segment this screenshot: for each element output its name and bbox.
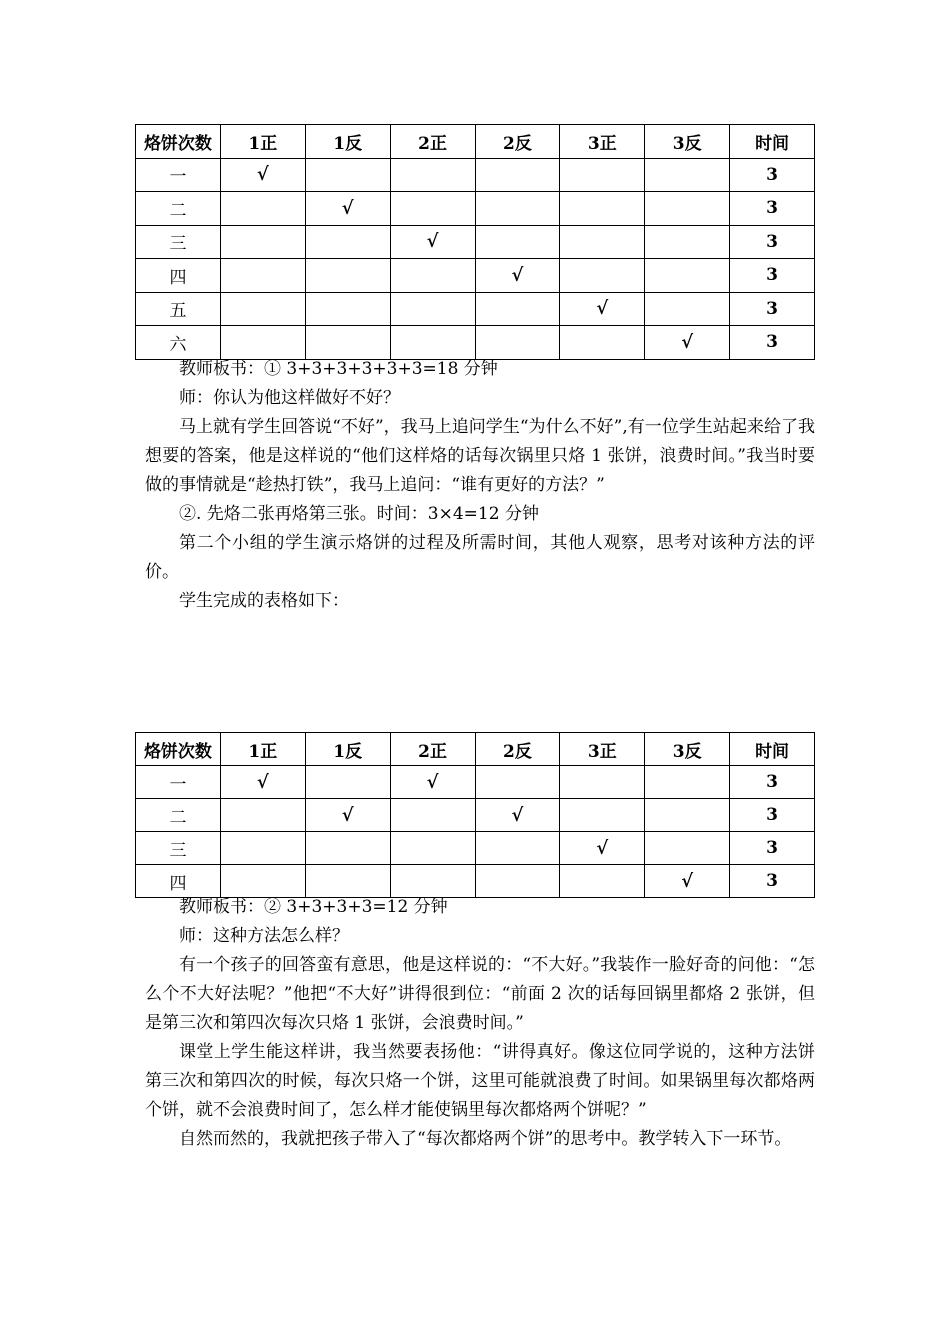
header-cell: 1正 xyxy=(220,125,305,159)
check-cell: √ xyxy=(475,799,560,832)
table-header-row xyxy=(136,125,815,159)
table-row xyxy=(136,326,815,360)
check-cell xyxy=(220,259,305,293)
table-row xyxy=(136,192,815,226)
check-cell: √ xyxy=(390,225,475,259)
table-row xyxy=(136,766,815,799)
discussion-section-1 xyxy=(145,355,815,616)
header-cell: 时间 xyxy=(730,733,815,766)
table-row xyxy=(136,158,815,192)
check-cell xyxy=(220,292,305,326)
pancake-table-1 xyxy=(135,124,815,360)
time-cell: 3 xyxy=(730,326,815,360)
header-cell: 3正 xyxy=(560,733,645,766)
header-cell: 时间 xyxy=(730,125,815,159)
row-label: 一 xyxy=(136,158,221,192)
check-cell xyxy=(305,259,390,293)
check-cell xyxy=(645,259,730,293)
time-cell: 3 xyxy=(730,225,815,259)
row-label: 三 xyxy=(136,225,221,259)
check-cell xyxy=(475,158,560,192)
table-row xyxy=(136,292,815,326)
check-cell xyxy=(645,799,730,832)
time-cell: 3 xyxy=(730,292,815,326)
check-cell xyxy=(390,158,475,192)
check-cell xyxy=(305,766,390,799)
row-label: 五 xyxy=(136,292,221,326)
check-cell xyxy=(645,766,730,799)
paragraph: ②. 先烙二张再烙第三张。时间：3×4=12 分钟 xyxy=(179,504,539,524)
table-row xyxy=(136,225,815,259)
check-cell xyxy=(475,766,560,799)
table-row xyxy=(136,259,815,293)
check-cell xyxy=(475,832,560,865)
check-cell: √ xyxy=(560,832,645,865)
time-cell: 3 xyxy=(730,259,815,293)
header-cell: 烙饼次数 xyxy=(136,733,221,766)
check-cell: √ xyxy=(220,766,305,799)
check-cell xyxy=(390,292,475,326)
check-cell xyxy=(305,832,390,865)
row-label: 六 xyxy=(136,326,221,360)
check-cell xyxy=(645,158,730,192)
check-cell: √ xyxy=(560,292,645,326)
check-cell xyxy=(305,225,390,259)
time-cell: 3 xyxy=(730,192,815,226)
check-cell xyxy=(220,799,305,832)
header-cell: 烙饼次数 xyxy=(136,125,221,159)
time-cell: 3 xyxy=(730,832,815,865)
check-cell xyxy=(475,225,560,259)
header-cell: 2反 xyxy=(475,125,560,159)
check-cell xyxy=(560,259,645,293)
paragraph: 课堂上学生能这样讲，我当然要表扬他：“讲得真好。像这位同学说的，这种方法饼第三次和第四次的时候，每次只烙一个饼，这里可能就浪费了时间。如果锅里每次都烙两个饼，就不会浪费时间了，怎么样才能使锅里每次都烙两个饼呢？” xyxy=(145,1042,815,1120)
check-cell xyxy=(390,832,475,865)
paragraph: 自然而然的，我就把孩子带入了“每次都烙两个饼”的思考中。教学转入下一环节。 xyxy=(179,1129,792,1149)
check-cell xyxy=(220,225,305,259)
paragraph: 第二个小组的学生演示烙饼的过程及所需时间，其他人观察，思考对该种方法的评价。 xyxy=(145,533,815,582)
check-cell xyxy=(305,292,390,326)
check-cell xyxy=(220,832,305,865)
check-cell xyxy=(390,326,475,360)
check-cell xyxy=(305,158,390,192)
row-label: 四 xyxy=(136,259,221,293)
check-cell xyxy=(560,799,645,832)
check-cell xyxy=(645,225,730,259)
table-header-row xyxy=(136,733,815,766)
check-cell xyxy=(390,799,475,832)
row-label: 一 xyxy=(136,766,221,799)
paragraph: 师：这种方法怎么样？ xyxy=(179,926,349,946)
check-cell xyxy=(645,292,730,326)
time-cell: 3 xyxy=(730,865,815,898)
check-cell: √ xyxy=(305,192,390,226)
table-row xyxy=(136,832,815,865)
check-cell: √ xyxy=(220,158,305,192)
row-label: 三 xyxy=(136,832,221,865)
check-cell xyxy=(645,832,730,865)
time-cell: 3 xyxy=(730,158,815,192)
check-cell xyxy=(390,259,475,293)
header-cell: 2反 xyxy=(475,733,560,766)
check-cell xyxy=(560,326,645,360)
pancake-table-2 xyxy=(135,732,815,898)
row-label: 四 xyxy=(136,865,221,898)
check-cell xyxy=(475,292,560,326)
table-row xyxy=(136,799,815,832)
header-cell: 3反 xyxy=(645,125,730,159)
check-cell xyxy=(560,158,645,192)
time-cell: 3 xyxy=(730,799,815,832)
header-cell: 2正 xyxy=(390,733,475,766)
check-cell xyxy=(220,192,305,226)
check-cell xyxy=(305,326,390,360)
check-cell: √ xyxy=(390,766,475,799)
header-cell: 1反 xyxy=(305,125,390,159)
check-cell xyxy=(560,766,645,799)
paragraph: 有一个孩子的回答蛮有意思，他是这样说的：“不大好。”我装作一脸好奇的问他：“怎么个不大好法呢？”他把“不大好”讲得很到位：“前面 2 次的话每回锅里都烙 2 张饼，但是第三次和第四次每次只烙 1 张饼，会浪费时间。” xyxy=(145,955,815,1033)
check-cell: √ xyxy=(645,326,730,360)
check-cell: √ xyxy=(645,865,730,898)
discussion-section-2 xyxy=(145,893,815,1154)
row-label: 二 xyxy=(136,799,221,832)
paragraph: 师：你认为他这样做好不好？ xyxy=(179,388,400,408)
row-label: 二 xyxy=(136,192,221,226)
time-cell: 3 xyxy=(730,766,815,799)
paragraph: 教师板书：① 3+3+3+3+3+3=18 分钟 xyxy=(179,359,498,379)
paragraph: 教师板书：② 3+3+3+3=12 分钟 xyxy=(179,897,448,917)
check-cell: √ xyxy=(475,259,560,293)
check-cell xyxy=(220,326,305,360)
paragraph: 马上就有学生回答说“不好”，我马上追问学生“为什么不好”,有一位学生站起来给了我想要的答案，他是这样说的“他们这样烙的话每次锅里只烙 1 张饼，浪费时间。”我当时要做的事情就是“趁热打铁”，我马上追问：“谁有更好的方法？” xyxy=(145,417,815,495)
header-cell: 2正 xyxy=(390,125,475,159)
check-cell xyxy=(560,192,645,226)
check-cell: √ xyxy=(305,799,390,832)
check-cell xyxy=(645,192,730,226)
header-cell: 1反 xyxy=(305,733,390,766)
header-cell: 1正 xyxy=(220,733,305,766)
header-cell: 3正 xyxy=(560,125,645,159)
paragraph: 学生完成的表格如下： xyxy=(179,591,349,611)
check-cell xyxy=(390,192,475,226)
check-cell xyxy=(475,326,560,360)
check-cell xyxy=(475,192,560,226)
header-cell: 3反 xyxy=(645,733,730,766)
check-cell xyxy=(560,225,645,259)
